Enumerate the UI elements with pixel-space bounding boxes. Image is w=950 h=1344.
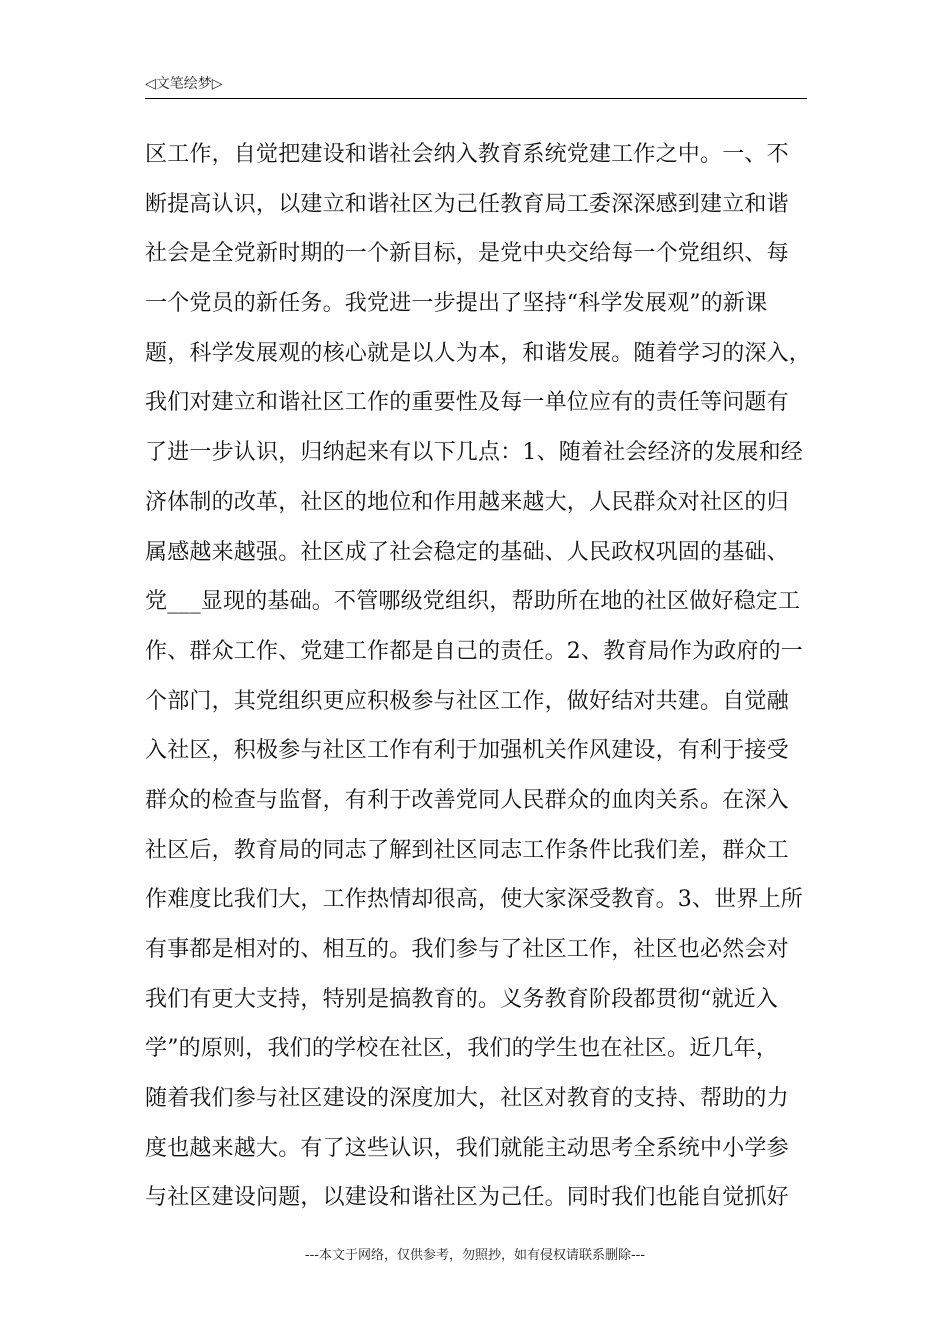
page-header	[145, 74, 807, 99]
text-line: 了进一步认识，归纳起来有以下几点：1、随着社会经济的发展和经	[145, 440, 803, 466]
text-line: 有事都是相对的、相互的。我们参与了社区工作，社区也必然会对	[145, 937, 789, 962]
text-line: 党___显现的基础。不管哪级党组织，帮助所在地的社区做好稳定工	[145, 589, 801, 615]
text-line: 我们对建立和谐社区工作的重要性及每一单位应有的责任等问题有	[145, 390, 789, 416]
body-text	[145, 130, 815, 1223]
text-line: 区工作，自觉把建设和谐社会纳入教育系统党建工作之中。一、不	[145, 142, 789, 167]
text-line: 与社区建设问题，以建设和谐社区为己任。同时我们也能自觉抓好	[145, 1185, 789, 1211]
text-line: 度也越来越大。有了这些认识，我们就能主动思考全系统中小学参	[145, 1135, 789, 1161]
text-line: 我们有更大支持，特别是搞教育的。义务教育阶段都贯彻“就近入	[145, 986, 779, 1012]
text-line: 一个党员的新任务。我党进一步提出了坚持“科学发展观”的新课	[145, 291, 768, 317]
text-line: 作难度比我们大，工作热情却很高，使大家深受教育。3、世界上所	[145, 887, 803, 913]
header-title: ◁文笔绘梦▷	[145, 76, 223, 92]
text-line: 属感越来越强。社区成了社会稳定的基础、人民政权巩固的基础、	[145, 539, 789, 565]
text-line: 作、群众工作、党建工作都是自己的责任。2、教育局作为政府的一	[145, 638, 803, 664]
text-line: 社区后，教育局的同志了解到社区同志工作条件比我们差，群众工	[145, 837, 789, 863]
text-line: 随着我们参与社区建设的深度加大，社区对教育的支持、帮助的力	[145, 1086, 789, 1112]
text-line: 入社区，积极参与社区工作有利于加强机关作风建设，有利于接受	[145, 738, 789, 764]
text-line: 社会是全党新时期的一个新目标，是党中央交给每一个党组织、每	[145, 241, 789, 267]
text-line: 济体制的改革，社区的地位和作用越来越大，人民群众对社区的归	[145, 489, 789, 515]
text-line: 断提高认识，以建立和谐社区为己任教育局工委深深感到建立和谐	[145, 191, 789, 217]
text-line: 学”的原则，我们的学校在社区，我们的学生也在社区。近几年，	[145, 1036, 779, 1062]
text-line: 群众的检查与监督，有利于改善党同人民群众的血肉关系。在深入	[145, 787, 789, 813]
footer-disclaimer: ---本文于网络，仅供参考，勿照抄，如有侵权请联系删除---	[304, 1248, 646, 1263]
text-line: 题，科学发展观的核心就是以人为本，和谐发展。随着学习的深入，	[145, 340, 812, 366]
page-footer	[0, 1244, 950, 1263]
text-line: 个部门，其党组织更应积极参与社区工作，做好结对共建。自觉融	[145, 688, 789, 714]
